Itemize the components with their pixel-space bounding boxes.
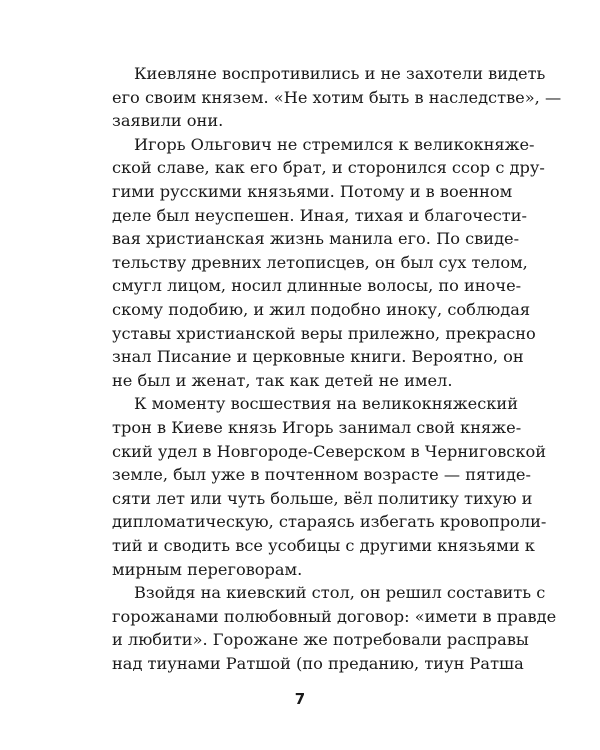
text-line: гими русскими князьями. Потому и в военном [112, 182, 513, 201]
text-line: знал Писание и церковные книги. Вероятно, он [112, 347, 524, 367]
text-line: тий и сводить все усобицы с другими князьями к [112, 536, 535, 555]
text-line: не был и женат, так как детей не имел. [112, 370, 453, 390]
page-number: 7 [294, 690, 306, 708]
text-line: мирным переговорам. [112, 559, 303, 579]
text-line: ский удел в Новгороде-Северском в Черниговской [112, 441, 547, 461]
text-line: К моменту восшествия на великокняжеский [134, 394, 518, 414]
text-line: ской славе, как его брат, и сторонился ссор с дру- [112, 158, 545, 178]
text-line: деле был неуспешен. Иная, тихая и благочести- [112, 205, 527, 225]
text-line: земле, был уже в почтенном возрасте — пятиде- [112, 465, 531, 485]
text-line: заявили они. [112, 111, 224, 131]
text-line: трон в Киеве князь Игорь занимал свой княже- [112, 418, 522, 437]
text-line: вая христианская жизнь манила его. По свиде- [112, 229, 520, 249]
text-line: горожанами полюбовный договор: «имети в правде [112, 606, 557, 626]
text-line: смугл лицом, носил длинные волосы, по иноче- [112, 276, 522, 296]
text-line: Взойдя на киевский стол, он решил составить с [134, 583, 546, 603]
text-line: скому подобию, и жил подобно иноку, соблюдая [112, 300, 531, 319]
text-line: дипломатическую, стараясь избегать кровопроли- [112, 512, 547, 532]
text-line: тельству древних летописцев, он был сух телом, [112, 252, 528, 272]
text-line: над тиунами Ратшой (по преданию, тиун Ратша [112, 654, 524, 673]
text-line: и любити». Горожане же потребовали расправы [112, 630, 529, 650]
text-line: уставы христианской веры прилежно, прекрасно [112, 323, 536, 343]
text-line: сяти лет или чуть больше, вёл политику тихую и [112, 488, 533, 508]
text-line: Киевляне воспротивились и не захотели видеть [134, 64, 546, 83]
text-line: его своим князем. «Не хотим быть в наследстве», — [112, 87, 562, 107]
text-line: Игорь Ольгович не стремился к великокняже- [134, 134, 535, 154]
